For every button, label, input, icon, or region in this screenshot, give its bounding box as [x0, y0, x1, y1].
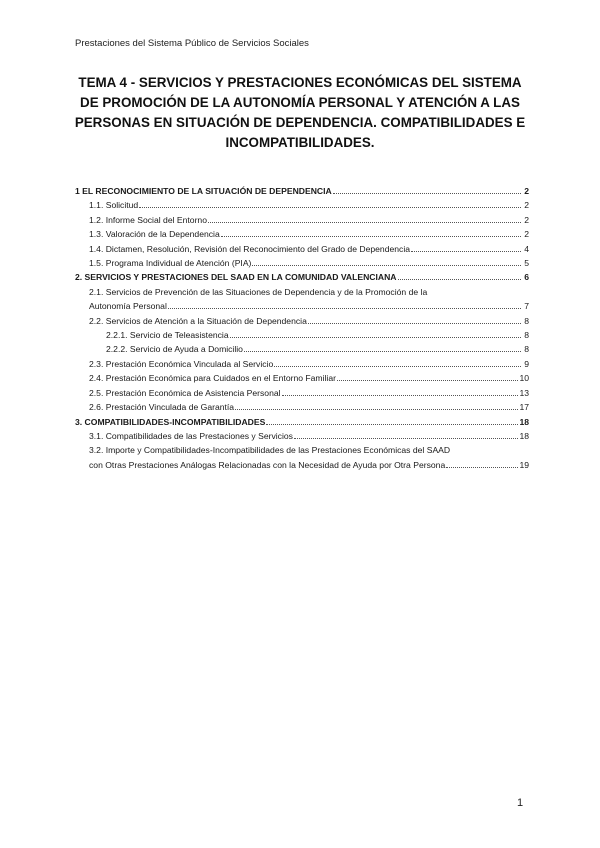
toc-entry-2[interactable]	[75, 270, 529, 284]
running-header: Prestaciones del Sistema Público de Servicios Sociales	[75, 38, 309, 49]
toc-entry-page: 8	[524, 330, 529, 341]
dot-leader	[139, 207, 521, 208]
toc-entry-2-6[interactable]	[75, 400, 529, 414]
toc-entry-label: 2.2.1. Servicio de Teleasistencia	[106, 330, 229, 341]
toc-entry-label: Autonomía Personal	[89, 301, 167, 312]
dot-leader	[411, 251, 521, 252]
toc-entry-page: 5	[524, 258, 529, 269]
toc-entry-page: 4	[524, 243, 529, 254]
toc-entry-page: 9	[524, 358, 529, 369]
dot-leader	[446, 467, 518, 468]
dot-leader	[266, 424, 518, 425]
title-line: TEMA 4 - SERVICIOS Y PRESTACIONES ECONÓMICAS DEL SISTEMA	[78, 75, 522, 90]
dot-leader	[168, 308, 521, 309]
toc-entry-label: 1.4. Dictamen, Resolución, Revisión del Reconocimiento del Grado de Dependencia	[89, 243, 411, 254]
dot-leader	[337, 380, 518, 381]
dot-leader	[230, 337, 521, 338]
toc-entry-2-4[interactable]	[75, 371, 529, 385]
toc-entry-label: 2.4. Prestación Económica para Cuidados en el Entorno Familiar	[89, 373, 336, 384]
toc-entry-page: 7	[524, 301, 529, 312]
title-line: INCOMPATIBILIDADES.	[225, 135, 375, 150]
toc-entry-label: 2.6. Prestación Vinculada de Garantía	[89, 402, 235, 413]
toc-entry-page: 2	[524, 229, 529, 240]
toc-entry-1-4[interactable]	[75, 242, 529, 256]
toc-entry-label-line1: 3.2. Importe y Compatibilidades-Incompatibilidades de las Prestaciones Económicas del SAAD	[89, 445, 451, 456]
toc-entry-page: 8	[524, 315, 529, 326]
dot-leader	[308, 323, 521, 324]
toc-entry-1-3[interactable]	[75, 227, 529, 241]
dot-leader	[252, 265, 521, 266]
toc-entry-label-line1: 2.1. Servicios de Prevención de las Situaciones de Dependencia y de la Promoción de la	[89, 286, 428, 297]
toc-entry-2-1[interactable]	[75, 285, 529, 314]
dot-leader	[208, 222, 521, 223]
toc-entry-label: 2.2. Servicios de Atención a la Situación de Dependencia	[89, 315, 307, 326]
table-of-contents	[75, 184, 529, 472]
toc-entry-page: 19	[519, 459, 529, 470]
toc-entry-label: 1.3. Valoración de la Dependencia	[89, 229, 220, 240]
title-line: PERSONAS EN SITUACIÓN DE DEPENDENCIA. COMPATIBILIDADES E	[74, 115, 526, 130]
toc-entry-1-1[interactable]	[75, 198, 529, 212]
toc-entry-label: 3. COMPATIBILIDADES-INCOMPATIBILIDADES	[75, 416, 266, 427]
title-line: DE PROMOCIÓN DE LA AUTONOMÍA PERSONAL Y ATENCIÓN A LAS	[80, 95, 520, 110]
toc-entry-1-2[interactable]	[75, 213, 529, 227]
dot-leader	[244, 351, 521, 352]
dot-leader	[294, 438, 518, 439]
dot-leader	[274, 366, 521, 367]
dot-leader	[282, 395, 519, 396]
toc-entry-3-1[interactable]	[75, 429, 529, 443]
toc-entry-page: 2	[524, 186, 529, 196]
toc-entry-label: 2. SERVICIOS Y PRESTACIONES DEL SAAD EN LA COMUNIDAD VALENCIANA	[75, 272, 397, 283]
toc-entry-1[interactable]	[75, 184, 529, 198]
toc-entry-3-2[interactable]	[75, 443, 529, 472]
toc-entry-page: 18	[519, 416, 529, 427]
toc-entry-page: 17	[519, 402, 529, 413]
toc-entry-label: 3.1. Compatibilidades de las Prestaciones y Servicios	[89, 430, 293, 441]
toc-entry-label: 1.5. Programa Individual de Atención (PIA)	[89, 258, 252, 269]
toc-entry-page: 6	[524, 272, 529, 283]
toc-entry-label: 1.2. Informe Social del Entorno	[89, 214, 207, 225]
toc-entry-2-2[interactable]	[75, 314, 529, 328]
toc-entry-label: 1 EL RECONOCIMIENTO DE LA SITUACIÓN DE DEPENDENCIA	[75, 186, 332, 196]
toc-entry-3[interactable]	[75, 415, 529, 429]
dot-leader	[398, 279, 521, 280]
toc-entry-page: 2	[524, 214, 529, 225]
document-title	[70, 73, 530, 153]
toc-entry-label: con Otras Prestaciones Análogas Relacionadas con la Necesidad de Ayuda por Otra Persona	[89, 459, 446, 470]
toc-entry-label: 2.5. Prestación Económica de Asistencia Personal	[89, 387, 281, 398]
toc-entry-page: 18	[519, 430, 529, 441]
dot-leader	[333, 193, 521, 194]
toc-entry-page: 2	[524, 200, 529, 211]
toc-entry-page: 10	[519, 373, 529, 384]
toc-entry-2-5[interactable]	[75, 386, 529, 400]
dot-leader	[235, 409, 518, 410]
toc-entry-2-2-1[interactable]	[75, 328, 529, 342]
toc-entry-label: 2.3. Prestación Económica Vinculada al Servicio	[89, 358, 274, 369]
toc-entry-2-2-2[interactable]	[75, 342, 529, 356]
toc-entry-2-3[interactable]	[75, 357, 529, 371]
toc-entry-label: 1.1. Solicitud	[89, 200, 139, 211]
toc-entry-label: 2.2.2. Servicio de Ayuda a Domicilio	[106, 344, 243, 355]
dot-leader	[221, 236, 521, 237]
toc-entry-page: 13	[519, 387, 529, 398]
page-number: 1	[517, 797, 524, 809]
toc-entry-1-5[interactable]	[75, 256, 529, 270]
toc-entry-page: 8	[524, 344, 529, 355]
